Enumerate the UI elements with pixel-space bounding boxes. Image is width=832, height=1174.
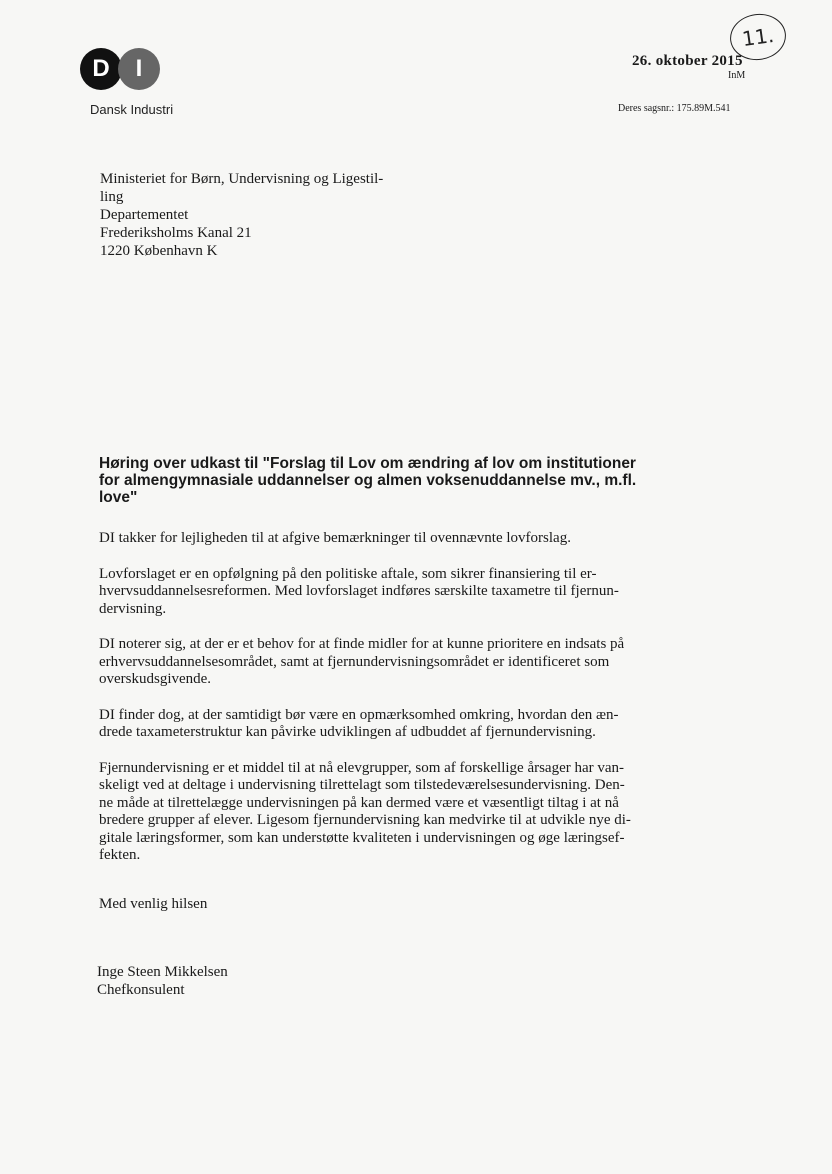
body-line: ne måde at tilrettelægge undervisningen på kan dermed være et væsentligt tiltag i at nå (99, 794, 619, 811)
body-line: Fjernundervisning er et middel til at nå elevgrupper, som af forskellige årsager har van- (99, 759, 625, 776)
logo-letter-i: I (118, 48, 160, 90)
paragraph (99, 760, 679, 865)
reference-value: 175.89M.541 (676, 103, 731, 114)
paragraph (99, 566, 679, 619)
subject-line: love" (99, 489, 138, 506)
body-line: overskudsgivende. (99, 671, 212, 687)
address-line: Departementet (100, 207, 189, 223)
body-line: gitale læringsformer, som kan understøtte kvaliteten i undervisningen og øge læringsef- (99, 829, 625, 846)
body-line: erhvervsuddannelsesområdet, samt at fjernundervisningsområdet er identificeret som (99, 653, 610, 670)
subject-heading (99, 455, 679, 506)
signature-block (97, 963, 228, 999)
logo-mark (80, 48, 160, 90)
address-line: 1220 København K (100, 243, 218, 259)
body-line: DI takker for lejligheden til at afgive bemærkninger til ovennævnte lovforslag. (99, 530, 571, 546)
body-line: bredere grupper af elever. Ligesom fjernundervisning kan medvirke til at udvikle nye di- (99, 812, 631, 828)
organization-name: Dansk Industri (90, 102, 174, 117)
body-line: DI finder dog, at der samtidigt bør være en opmærksomhed omkring, hvordan den æn- (99, 706, 619, 723)
body-line: dervisning. (99, 600, 167, 617)
address-line: Ministeriet for Børn, Undervisning og Ligestil- (100, 171, 384, 187)
body-line: fekten. (99, 847, 141, 863)
closing-salutation: Med venlig hilsen (99, 896, 208, 912)
di-logo (80, 48, 174, 117)
address-line: Frederiksholms Kanal 21 (100, 225, 252, 241)
letter-body (99, 530, 679, 883)
body-line: skeligt ved at deltage i undervisning tilrettelagt som tilstedeværelsesundervisning. Den- (99, 777, 625, 793)
signer-name: Inge Steen Mikkelsen (97, 964, 228, 980)
subject-line: Høring over udkast til "Forslag til Lov om ændring af lov om institutioner (99, 455, 636, 472)
handwritten-page-number: 11. (727, 10, 789, 63)
reference-number (618, 103, 731, 114)
recipient-address (100, 170, 383, 260)
body-line: drede taxameterstruktur kan påvirke udviklingen af udbuddet af fjernundervisning. (99, 724, 596, 740)
body-line: Lovforslaget er en opfølgning på den politiske aftale, som sikrer finansiering til er- (99, 565, 597, 582)
reference-label: Deres sagsnr.: (618, 103, 675, 114)
body-line: DI noterer sig, at der er et behov for at finde midler for at kunne prioritere en indsats på (99, 636, 625, 652)
body-line: hvervsuddannelsesreformen. Med lovforslaget indføres særskilte taxametre til fjernun- (99, 583, 619, 599)
logo-letter-d: D (80, 48, 122, 90)
subject-line: for almengymnasiale uddannelser og almen voksenuddannelse mv., m.fl. (99, 472, 637, 489)
author-initials: InM (728, 70, 746, 81)
letter-date: 26. oktober 2015 (632, 53, 743, 69)
signer-title: Chefkonsulent (97, 982, 185, 998)
paragraph (99, 636, 679, 689)
address-line: ling (100, 189, 124, 205)
paragraph (99, 707, 679, 742)
paragraph (99, 530, 679, 548)
